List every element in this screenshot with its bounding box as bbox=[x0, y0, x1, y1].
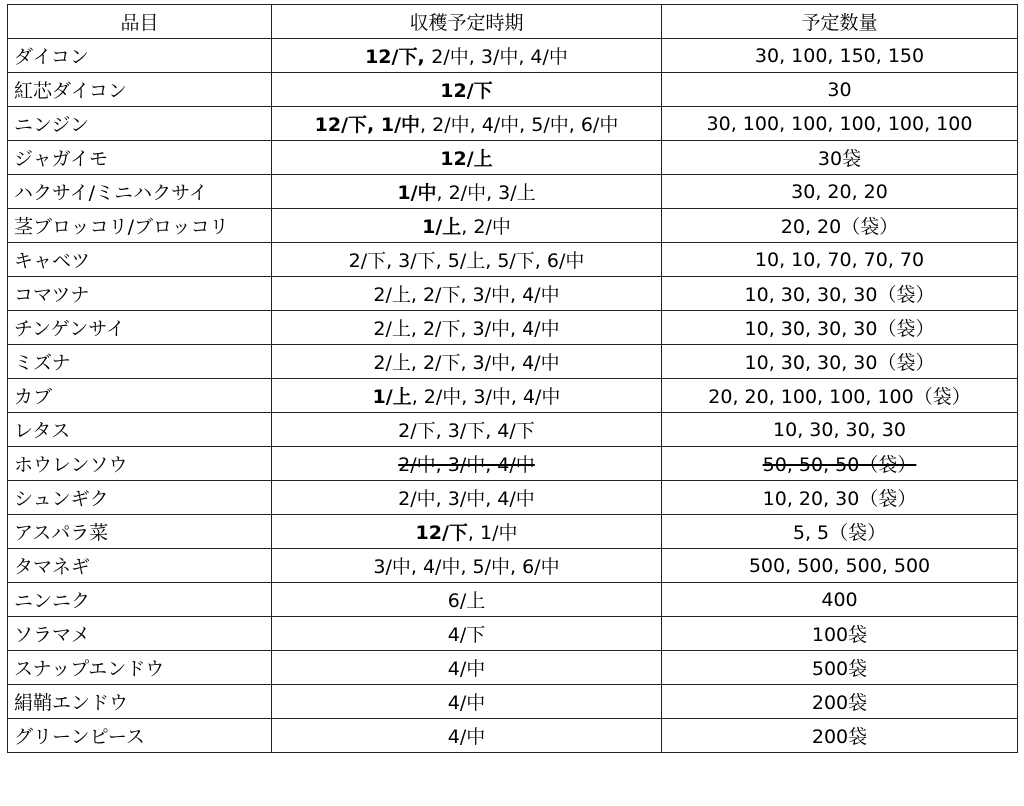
quantity-cell bbox=[662, 719, 1018, 753]
quantity-cell bbox=[662, 651, 1018, 685]
table-row bbox=[8, 141, 1018, 175]
quantity-text: 500袋 bbox=[811, 658, 868, 680]
quantity-text: 50, 50, 50（袋） bbox=[762, 454, 917, 476]
table-row bbox=[8, 243, 1018, 277]
item-cell: グリーンピース bbox=[8, 719, 272, 753]
item-cell: シュンギク bbox=[8, 481, 272, 515]
table-row bbox=[8, 719, 1018, 753]
header-harvest-time: 収穫予定時期 bbox=[272, 5, 662, 39]
harvest-time-cell bbox=[272, 107, 662, 141]
item-cell: ミズナ bbox=[8, 345, 272, 379]
item-cell: ハクサイ/ミニハクサイ bbox=[8, 175, 272, 209]
quantity-text: 200袋 bbox=[811, 692, 868, 714]
harvest-time-cell bbox=[272, 141, 662, 175]
harvest-time-segment: 4/中 bbox=[447, 726, 486, 748]
harvest-time-segment: , 2/中, 4/中, 5/中, 6/中 bbox=[420, 114, 619, 136]
quantity-cell bbox=[662, 685, 1018, 719]
harvest-time-segment: , 2/中, 3/上 bbox=[436, 182, 536, 204]
harvest-time-cell bbox=[272, 209, 662, 243]
table-row bbox=[8, 481, 1018, 515]
quantity-text: 30 bbox=[827, 78, 852, 101]
harvest-time-cell bbox=[272, 583, 662, 617]
quantity-text: 400 bbox=[821, 588, 858, 611]
quantity-cell bbox=[662, 141, 1018, 175]
harvest-time-segment: 3/中, 4/中, 5/中, 6/中 bbox=[373, 556, 560, 578]
quantity-text: 20, 20（袋） bbox=[780, 216, 899, 238]
quantity-cell bbox=[662, 311, 1018, 345]
harvest-time-segment: 2/下, 3/下, 5/上, 5/下, 6/中 bbox=[348, 250, 585, 272]
harvest-time-segment: 12/下, 1/中 bbox=[314, 114, 421, 136]
item-cell: キャベツ bbox=[8, 243, 272, 277]
quantity-text: 500, 500, 500, 500 bbox=[748, 554, 931, 577]
item-cell: コマツナ bbox=[8, 277, 272, 311]
header-item: 品目 bbox=[8, 5, 272, 39]
quantity-text: 10, 30, 30, 30（袋） bbox=[744, 318, 935, 340]
item-cell: 茎ブロッコリ/ブロッコリ bbox=[8, 209, 272, 243]
item-cell: ダイコン bbox=[8, 39, 272, 73]
item-cell: ジャガイモ bbox=[8, 141, 272, 175]
harvest-time-segment: 1/中 bbox=[397, 182, 437, 204]
harvest-time-segment: 2/中, 3/中, 4/中 bbox=[431, 46, 568, 68]
item-cell: アスパラ菜 bbox=[8, 515, 272, 549]
harvest-time-segment: 2/上, 2/下, 3/中, 4/中 bbox=[373, 284, 560, 306]
harvest-time-segment: , bbox=[417, 46, 432, 68]
quantity-cell bbox=[662, 583, 1018, 617]
quantity-text: 5, 5（袋） bbox=[792, 522, 887, 544]
quantity-cell bbox=[662, 447, 1018, 481]
table-row bbox=[8, 685, 1018, 719]
quantity-cell bbox=[662, 73, 1018, 107]
item-cell: 紅芯ダイコン bbox=[8, 73, 272, 107]
quantity-text: 30, 20, 20 bbox=[791, 180, 888, 203]
quantity-text: 10, 30, 30, 30 bbox=[773, 418, 906, 441]
harvest-time-segment: 4/中 bbox=[447, 658, 486, 680]
harvest-time-cell bbox=[272, 243, 662, 277]
quantity-cell bbox=[662, 209, 1018, 243]
table-row bbox=[8, 413, 1018, 447]
quantity-text: 10, 20, 30（袋） bbox=[762, 488, 917, 510]
table-row bbox=[8, 277, 1018, 311]
harvest-time-cell bbox=[272, 73, 662, 107]
table-row bbox=[8, 617, 1018, 651]
item-cell: ソラマメ bbox=[8, 617, 272, 651]
harvest-time-cell bbox=[272, 311, 662, 345]
table-row bbox=[8, 515, 1018, 549]
quantity-text: 30, 100, 150, 150 bbox=[754, 44, 925, 67]
quantity-cell bbox=[662, 107, 1018, 141]
harvest-time-cell bbox=[272, 617, 662, 651]
harvest-time-segment: 4/下 bbox=[447, 624, 486, 646]
table-row bbox=[8, 73, 1018, 107]
harvest-time-cell bbox=[272, 277, 662, 311]
harvest-time-segment: 2/下, 3/下, 4/下 bbox=[398, 420, 535, 442]
table-row bbox=[8, 345, 1018, 379]
harvest-time-segment: 12/下 bbox=[365, 46, 418, 68]
harvest-time-cell bbox=[272, 549, 662, 583]
quantity-text: 10, 30, 30, 30（袋） bbox=[744, 284, 935, 306]
harvest-time-segment: 12/下 bbox=[415, 522, 468, 544]
item-cell: カブ bbox=[8, 379, 272, 413]
harvest-time-cell bbox=[272, 651, 662, 685]
harvest-time-segment: 2/中, 3/中, 4/中 bbox=[398, 454, 535, 476]
item-cell: タマネギ bbox=[8, 549, 272, 583]
table-row bbox=[8, 107, 1018, 141]
quantity-text: 20, 20, 100, 100, 100（袋） bbox=[708, 386, 971, 408]
harvest-time-cell bbox=[272, 345, 662, 379]
harvest-time-segment: , 1/中 bbox=[467, 522, 518, 544]
table-row bbox=[8, 175, 1018, 209]
quantity-text: 10, 30, 30, 30（袋） bbox=[744, 352, 935, 374]
harvest-time-segment: 12/上 bbox=[440, 148, 493, 170]
table-row bbox=[8, 209, 1018, 243]
quantity-cell bbox=[662, 39, 1018, 73]
harvest-time-segment: 12/下 bbox=[440, 80, 493, 102]
harvest-time-cell bbox=[272, 719, 662, 753]
item-cell: 絹鞘エンドウ bbox=[8, 685, 272, 719]
header-row bbox=[8, 5, 1018, 39]
harvest-schedule-table bbox=[7, 4, 1018, 753]
quantity-text: 30袋 bbox=[817, 148, 862, 170]
table-row bbox=[8, 379, 1018, 413]
harvest-time-cell bbox=[272, 39, 662, 73]
quantity-text: 10, 10, 70, 70, 70 bbox=[754, 248, 925, 271]
harvest-time-cell bbox=[272, 481, 662, 515]
harvest-time-segment: 2/上, 2/下, 3/中, 4/中 bbox=[373, 352, 560, 374]
quantity-text: 100袋 bbox=[811, 624, 868, 646]
harvest-time-segment: 2/上, 2/下, 3/中, 4/中 bbox=[373, 318, 560, 340]
table-row bbox=[8, 651, 1018, 685]
harvest-time-segment: 2/中, 3/中, 4/中 bbox=[398, 488, 535, 510]
item-cell: チンゲンサイ bbox=[8, 311, 272, 345]
quantity-text: 30, 100, 100, 100, 100, 100 bbox=[706, 112, 973, 135]
harvest-time-cell bbox=[272, 175, 662, 209]
harvest-time-segment: 4/中 bbox=[447, 692, 486, 714]
quantity-cell bbox=[662, 379, 1018, 413]
quantity-cell bbox=[662, 617, 1018, 651]
harvest-time-cell bbox=[272, 379, 662, 413]
quantity-cell bbox=[662, 481, 1018, 515]
harvest-time-segment: , 2/中 bbox=[461, 216, 511, 238]
item-cell: ホウレンソウ bbox=[8, 447, 272, 481]
item-cell: レタス bbox=[8, 413, 272, 447]
table-row bbox=[8, 447, 1018, 481]
item-cell: ニンジン bbox=[8, 107, 272, 141]
harvest-time-cell bbox=[272, 413, 662, 447]
quantity-cell bbox=[662, 345, 1018, 379]
table-body bbox=[8, 39, 1018, 753]
quantity-cell bbox=[662, 549, 1018, 583]
item-cell: ニンニク bbox=[8, 583, 272, 617]
harvest-time-cell bbox=[272, 515, 662, 549]
table-row bbox=[8, 549, 1018, 583]
item-cell: スナップエンドウ bbox=[8, 651, 272, 685]
quantity-text: 200袋 bbox=[811, 726, 868, 748]
harvest-time-cell bbox=[272, 447, 662, 481]
table-row bbox=[8, 311, 1018, 345]
quantity-cell bbox=[662, 413, 1018, 447]
harvest-time-segment: 6/上 bbox=[447, 590, 486, 612]
harvest-time-segment: 1/上 bbox=[422, 216, 462, 238]
harvest-time-cell bbox=[272, 685, 662, 719]
quantity-cell bbox=[662, 175, 1018, 209]
header-quantity: 予定数量 bbox=[662, 5, 1018, 39]
quantity-cell bbox=[662, 243, 1018, 277]
table-row bbox=[8, 583, 1018, 617]
table-row bbox=[8, 39, 1018, 73]
harvest-time-segment: 1/上 bbox=[372, 386, 412, 408]
quantity-cell bbox=[662, 515, 1018, 549]
quantity-cell bbox=[662, 277, 1018, 311]
harvest-time-segment: , 2/中, 3/中, 4/中 bbox=[411, 386, 561, 408]
